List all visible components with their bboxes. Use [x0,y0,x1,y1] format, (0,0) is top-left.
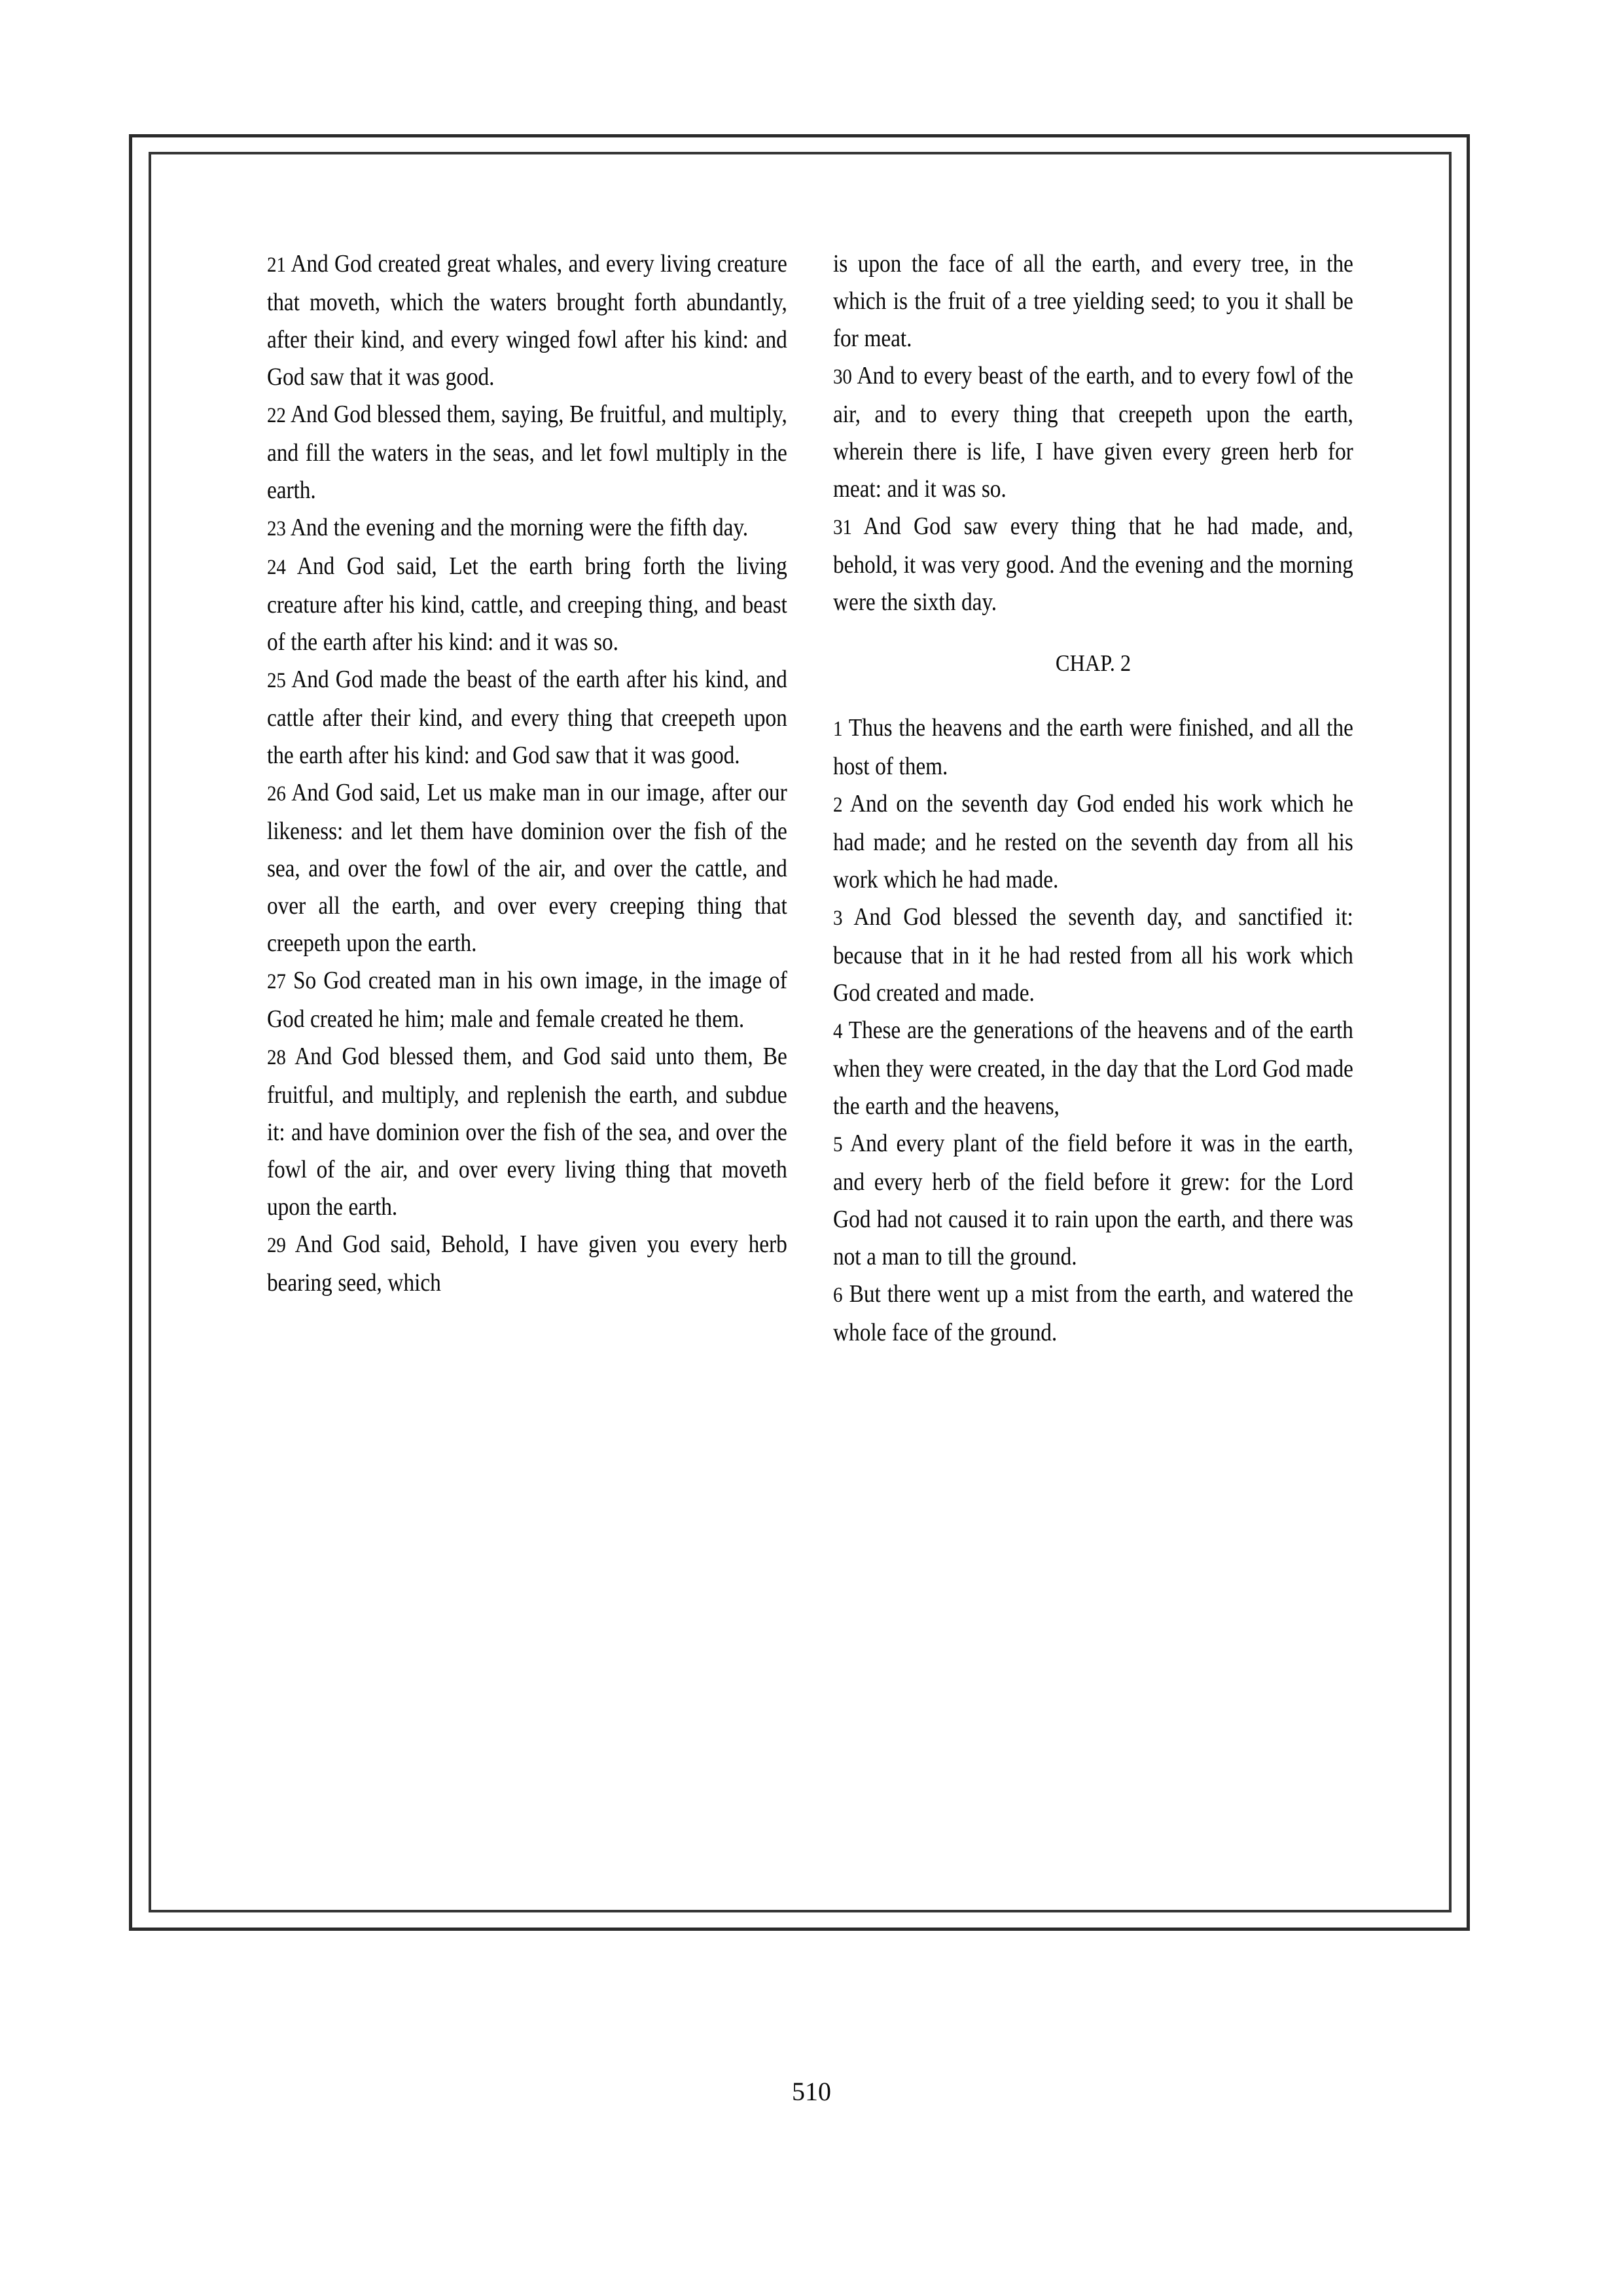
verse-paragraph [833,508,1353,621]
verse-text: And God created great whales, and every living creature that moveth, which the waters brought forth abundantly, after their kind, and every winged fowl after his kind: and God saw that it was good. [267,250,787,391]
verse-number: 27 [267,970,286,994]
verse-text: And to every beast of the earth, and to every fowl of the air, and to every thing that creepeth upon the earth, wherein there is life, I have given every green herb for meat: and it was so. [833,362,1353,503]
verse-paragraph [833,709,1353,785]
text-body [267,245,1353,1816]
verse-text: And God said, Let the earth bring forth the living creature after his kind, cattle, and creeping thing, and beast of the earth after his kind: and it was so. [267,552,787,656]
verse-text: And God made the beast of the earth after his kind, and cattle after their kind, and every thing that creepeth upon the earth after his kind: and God saw that it was good. [267,666,787,769]
verse-number: 31 [833,516,852,539]
verse-text: And God blessed them, and God said unto them, Be fruitful, and multiply, and replenish the earth, and subdue it: and have dominion over the fish of the sea, and over the fowl of the air, and over every living thing that moveth upon the earth. [267,1043,787,1221]
verse-paragraph [267,245,787,396]
chapter-heading: CHAP. 2 [1055,650,1132,676]
verse-paragraph [833,899,1353,1012]
verse-paragraph [833,357,1353,508]
verse-text: So God created man in his own image, in the image of God created he him; male and female created he them. [267,967,787,1033]
verse-paragraph [267,661,787,774]
verse-text: And God blessed the seventh day, and sanctified it: because that in it he had rested from all his work which God created and made. [833,903,1353,1007]
left-column [267,245,787,1816]
verse-text: Thus the heavens and the earth were finished, and all the host of them. [833,714,1353,780]
verse-text: And God blessed them, saying, Be fruitful, and multiply, and fill the waters in the seas, and let fowl multiply in the earth. [267,401,787,504]
verse-paragraph [833,1125,1353,1276]
verse-text: And God said, Behold, I have given you every herb bearing seed, which [267,1230,787,1297]
verse-number: 23 [267,517,286,541]
verse-paragraph [267,962,787,1038]
verse-text: And the evening and the morning were the fifth day. [290,514,749,541]
verse-paragraph [833,785,1353,899]
verse-number: 29 [267,1234,286,1257]
verse-number: 24 [267,556,286,579]
verse-text: And every plant of the field before it was in the earth, and every herb of the field before it grew: for the Lord God had not caused it to rain upon the earth, and there was not a man to till the ground. [833,1130,1353,1270]
verse-number: 5 [833,1133,843,1157]
verse-number: 25 [267,669,286,692]
page-number: 510 [792,2077,831,2106]
verse-paragraph [267,774,787,962]
verse-number: 3 [833,906,843,930]
verse-text: These are the generations of the heavens and of the earth when they were created, in the day that the Lord God made the earth and the heavens, [833,1016,1353,1120]
verse-number: 28 [267,1046,286,1069]
verse-paragraph [267,509,787,548]
verse-number: 30 [833,365,852,389]
verse-number: 2 [833,793,843,817]
verse-number: 1 [833,717,843,741]
verse-number: 22 [267,404,286,427]
verse-paragraph [267,1038,787,1226]
verse-text: And on the seventh day God ended his work which he had made; and he rested on the seventh day from all his work which he had made. [833,790,1353,893]
verse-text: And God said, Let us make man in our image, after our likeness: and let them have dominion over the fish of the sea, and over the fowl of the air, and over the cattle, and over all the earth, and over every creeping thing that creepeth upon the earth. [267,779,787,957]
verse-continuation-paragraph: is upon the face of all the earth, and every tree, in the which is the fruit of a tree yielding seed; to you it shall be for meat. [833,250,1353,352]
verse-text: But there went up a mist from the earth, and watered the whole face of the ground. [833,1280,1353,1346]
verse-paragraph [267,548,787,661]
right-column [833,245,1353,1816]
verse-number: 26 [267,782,286,806]
verse-paragraph [833,1012,1353,1125]
verse-paragraph [833,1276,1353,1352]
verse-text: And God saw every thing that he had made, and, behold, it was very good. And the evening and the morning were the sixth day. [833,512,1353,616]
verse-number: 21 [267,253,286,277]
verse-number: 6 [833,1283,843,1307]
verse-paragraph [267,396,787,509]
verse-number: 4 [833,1020,843,1043]
verse-paragraph [267,1226,787,1302]
